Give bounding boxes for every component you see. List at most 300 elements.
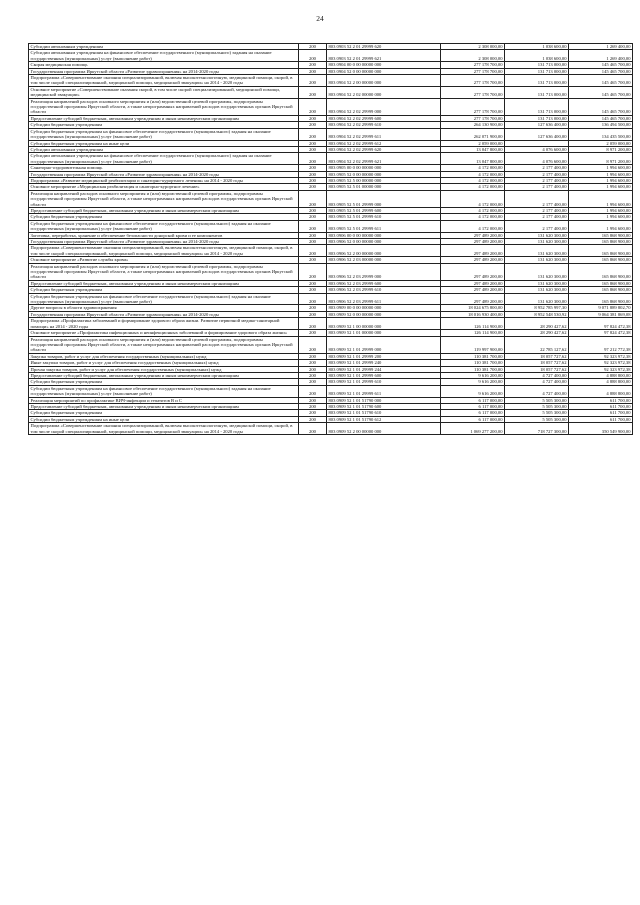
row-name: Основное мероприятие «Совершенствование оказания скорой, в том числе скорой специализированной, медицинской помощи, медицинской эвакуации» xyxy=(29,86,299,98)
row-name: Субсидии автономным учреждениям xyxy=(29,146,299,152)
row-amount-regional: 1 994 600,00 xyxy=(569,214,633,220)
row-amount-regional: 92 323 972,38 xyxy=(569,353,633,359)
row-amount-total: 4 172 000,00 xyxy=(441,207,505,213)
row-admin-code: 200 xyxy=(299,239,327,245)
row-name: Заготовка, переработка, хранение и обеспечение безопасности донорской крови и ее компонентов xyxy=(29,232,299,238)
row-amount-regional: 1 994 600,00 xyxy=(569,190,633,207)
row-name: Субсидии бюджетным учреждениям на финансовое обеспечение государственного (муниципального) задания на оказание государственных (муниципальных) услуг (выполнение работ) xyxy=(29,293,299,305)
row-amount-regional: 1 269 400,00 xyxy=(569,50,633,62)
row-name: Реализация мероприятий по профилактике ВИЧ-инфекции и гепатитов В и С xyxy=(29,397,299,403)
row-admin-code: 200 xyxy=(299,263,327,280)
row-classification-code: 803 0909 52 1 01 29999 600 xyxy=(327,372,441,378)
row-name: Субсидии бюджетным учреждениям на финансовое обеспечение государственного (муниципального) задания на оказание государственных (муниципальных) услуг (выполнение работ) xyxy=(29,220,299,232)
row-amount-total: 4 172 000,00 xyxy=(441,214,505,220)
row-admin-code: 200 xyxy=(299,177,327,183)
row-amount-regional: 9 071 889 802,70 xyxy=(569,305,633,311)
row-amount-total: 13 047 800,00 xyxy=(441,153,505,165)
row-amount-federal: 5 505 300,00 xyxy=(505,397,569,403)
table-row xyxy=(29,293,633,305)
row-amount-federal: 18 057 727,62 xyxy=(505,366,569,372)
row-name: Реализация направлений расходов основного мероприятия и (или) ведомственной целевой программы, подпрограммы государственной программы Иркутской области, а также непрограммных направлений расходов государственных органов Иркутской области xyxy=(29,336,299,353)
table-row xyxy=(29,257,633,263)
row-amount-regional: 92 323 972,38 xyxy=(569,360,633,366)
row-amount-federal: 131 620 300,00 xyxy=(505,239,569,245)
row-admin-code: 200 xyxy=(299,190,327,207)
row-name: Предоставление субсидий бюджетным, автономным учреждениям и иным некоммерческим организациям xyxy=(29,372,299,378)
table-row xyxy=(29,50,633,62)
row-amount-regional: 8 971 200,00 xyxy=(569,146,633,152)
row-amount-total: 4 172 000,00 xyxy=(441,165,505,171)
row-name: Санаторно-оздоровительная помощь xyxy=(29,165,299,171)
table-row xyxy=(29,360,633,366)
table-row xyxy=(29,75,633,87)
row-name: Закупка товаров, работ и услуг для обеспечения государственных (муниципальных) нужд xyxy=(29,353,299,359)
row-amount-federal: 131 620 300,00 xyxy=(505,293,569,305)
row-amount-total: 119 997 900,00 xyxy=(441,336,505,353)
row-name: Иные закупки товаров, работ и услуг для обеспечения государственных (муниципальных) нужд xyxy=(29,360,299,366)
row-admin-code: 200 xyxy=(299,318,327,330)
row-classification-code: 803 0905 00 0 00 00000 000 xyxy=(327,165,441,171)
row-name: Субсидии автономным учреждениям на финансовое обеспечение государственного (муниципального) задания на оказание государственных (муниципальных) услуг (выполнение работ) xyxy=(29,50,299,62)
table-row xyxy=(29,220,633,232)
row-name: Субсидии бюджетным учреждениям на финансовое обеспечение государственного (муниципального) задания на оказание государственных (муниципальных) услуг (выполнение работ) xyxy=(29,128,299,140)
row-classification-code: 803 0905 52 5 01 29999 600 xyxy=(327,207,441,213)
row-amount-federal: 4 727 400,00 xyxy=(505,372,569,378)
row-admin-code: 200 xyxy=(299,122,327,128)
row-classification-code: 803 0904 52 2 02 00000 000 xyxy=(327,86,441,98)
row-classification-code: 803 0909 52 1 01 51790 000 xyxy=(327,397,441,403)
row-classification-code: 803 0903 52 2 01 29999 621 xyxy=(327,50,441,62)
row-admin-code: 200 xyxy=(299,353,327,359)
row-name: Реализация направлений расходов основного мероприятия и (или) ведомственной целевой программы, подпрограммы государственной программы Иркутской области, а также непрограммных направлений расходов государственных органов Иркутской области xyxy=(29,190,299,207)
row-amount-total: 18 016 930 400,00 xyxy=(441,311,505,317)
row-amount-regional: 145 465 700,00 xyxy=(569,115,633,121)
row-admin-code: 200 xyxy=(299,232,327,238)
table-row xyxy=(29,353,633,359)
row-amount-regional: 165 868 900,00 xyxy=(569,239,633,245)
row-amount-regional: 97 824 472,38 xyxy=(569,318,633,330)
row-name: Подпрограмма «Развитие медицинской реабилитации и санаторно-курортного лечения» на 2014 - 2020 годы xyxy=(29,177,299,183)
row-amount-federal: 131 713 000,00 xyxy=(505,68,569,74)
row-amount-federal: 2 177 400,00 xyxy=(505,171,569,177)
row-amount-federal: 5 505 300,00 xyxy=(505,403,569,409)
row-admin-code: 200 xyxy=(299,171,327,177)
row-name: Другие вопросы в области здравоохранения xyxy=(29,305,299,311)
row-classification-code: 803 0906 52 2 03 29999 611 xyxy=(327,293,441,305)
row-amount-federal: 131 713 000,00 xyxy=(505,75,569,87)
row-admin-code: 200 xyxy=(299,385,327,397)
row-amount-total: 9 616 200,00 xyxy=(441,379,505,385)
row-amount-total: 13 047 800,00 xyxy=(441,146,505,152)
row-amount-federal: 131 620 300,00 xyxy=(505,280,569,286)
row-classification-code: 803 0904 52 2 02 29999 610 xyxy=(327,122,441,128)
row-admin-code: 200 xyxy=(299,280,327,286)
table-row xyxy=(29,397,633,403)
row-amount-regional: 145 465 700,00 xyxy=(569,98,633,115)
row-name: Подпрограмма «Совершенствование оказания специализированной, включая высокотехнологичную, медицинской помощи, скорой, в том числе скорой специализированной, медицинской помощи, медицинской эвакуации» на 2014 - 2020 годы xyxy=(29,423,299,435)
row-name: Предоставление субсидий бюджетным, автономным учреждениям и иным некоммерческим организациям xyxy=(29,207,299,213)
row-admin-code: 200 xyxy=(299,62,327,68)
row-classification-code: 803 0905 52 5 01 29999 611 xyxy=(327,220,441,232)
row-amount-federal: 127 636 400,00 xyxy=(505,128,569,140)
row-amount-regional: 1 994 600,00 xyxy=(569,220,633,232)
row-amount-federal: 22 785 127,62 xyxy=(505,336,569,353)
table-row xyxy=(29,177,633,183)
row-classification-code: 803 0904 52 2 02 29999 612 xyxy=(327,140,441,146)
row-name: Субсидии бюджетным учреждениям xyxy=(29,214,299,220)
row-amount-total: 1 069 277 200,00 xyxy=(441,423,505,435)
row-classification-code: 803 0909 52 1 01 00000 000 xyxy=(327,330,441,336)
row-amount-total: 4 172 000,00 xyxy=(441,171,505,177)
row-name: Субсидии бюджетным учреждениям xyxy=(29,379,299,385)
row-name: Субсидии бюджетным учреждениям на финансовое обеспечение государственного (муниципального) задания на оказание государственных (муниципальных) услуг (выполнение работ) xyxy=(29,385,299,397)
table-row xyxy=(29,366,633,372)
row-amount-total: 6 117 000,00 xyxy=(441,416,505,422)
row-amount-regional: 4 888 800,00 xyxy=(569,385,633,397)
page-number: 24 xyxy=(316,14,324,23)
row-classification-code: 803 0904 52 2 02 29999 620 xyxy=(327,146,441,152)
row-name: Государственная программа Иркутской области «Развитие здравоохранения» на 2014-2020 годы xyxy=(29,239,299,245)
row-admin-code: 200 xyxy=(299,68,327,74)
table-row xyxy=(29,403,633,409)
row-amount-total: 9 616 200,00 xyxy=(441,372,505,378)
row-admin-code: 200 xyxy=(299,372,327,378)
row-amount-total: 297 489 200,00 xyxy=(441,280,505,286)
row-amount-federal: 2 177 400,00 xyxy=(505,190,569,207)
row-name: Реализация направлений расходов основного мероприятия и (или) ведомственной целевой программы, подпрограммы государственной программы Иркутской области, а также непрограммных направлений расходов государственных органов Иркутской области xyxy=(29,98,299,115)
table-row xyxy=(29,416,633,422)
row-admin-code: 200 xyxy=(299,336,327,353)
row-classification-code: 803 0909 52 1 01 29999 244 xyxy=(327,366,441,372)
row-amount-total: 262 071 900,00 xyxy=(441,128,505,140)
row-amount-federal: 28 290 427,62 xyxy=(505,330,569,336)
table-row xyxy=(29,207,633,213)
row-name: Субсидии бюджетным учреждениям на иные цели xyxy=(29,416,299,422)
row-name: Предоставление субсидий бюджетным, автономным учреждениям и иным некоммерческим организациям xyxy=(29,403,299,409)
table-row xyxy=(29,330,633,336)
row-admin-code: 200 xyxy=(299,397,327,403)
row-classification-code: 803 0904 52 2 02 29999 611 xyxy=(327,128,441,140)
table-row xyxy=(29,190,633,207)
row-amount-total: 297 489 200,00 xyxy=(441,263,505,280)
table-row xyxy=(29,245,633,257)
row-classification-code: 803 0909 52 2 00 00000 000 xyxy=(327,423,441,435)
row-admin-code: 200 xyxy=(299,115,327,121)
row-amount-total: 297 489 200,00 xyxy=(441,239,505,245)
row-amount-regional: 97 824 472,38 xyxy=(569,330,633,336)
row-amount-total: 9 616 200,00 xyxy=(441,385,505,397)
row-amount-federal: 2 177 400,00 xyxy=(505,214,569,220)
row-amount-total: 2 308 000,00 xyxy=(441,44,505,50)
row-amount-total: 2 308 000,00 xyxy=(441,50,505,62)
row-admin-code: 200 xyxy=(299,305,327,311)
row-classification-code: 803 0904 52 2 02 29999 600 xyxy=(327,115,441,121)
row-amount-regional: 165 868 900,00 xyxy=(569,263,633,280)
row-admin-code: 200 xyxy=(299,379,327,385)
row-amount-federal: 131 713 000,00 xyxy=(505,115,569,121)
table-row xyxy=(29,423,633,435)
row-amount-total: 4 172 000,00 xyxy=(441,220,505,232)
row-amount-federal: 131 713 000,00 xyxy=(505,86,569,98)
table-row xyxy=(29,153,633,165)
row-amount-regional: 165 868 900,00 xyxy=(569,293,633,305)
row-classification-code: 803 0903 52 2 01 29999 620 xyxy=(327,44,441,50)
table-row xyxy=(29,232,633,238)
row-admin-code: 200 xyxy=(299,311,327,317)
row-name: Прочая закупка товаров, работ и услуг для обеспечения государственных (муниципальных) нужд xyxy=(29,366,299,372)
table-row xyxy=(29,311,633,317)
row-amount-federal: 8 952 785 997,30 xyxy=(505,305,569,311)
row-amount-federal: 8 952 548 530,92 xyxy=(505,311,569,317)
row-amount-regional: 8 971 200,00 xyxy=(569,153,633,165)
row-amount-federal: 28 290 427,62 xyxy=(505,318,569,330)
row-amount-total: 6 117 000,00 xyxy=(441,397,505,403)
row-classification-code: 803 0905 52 5 01 29999 610 xyxy=(327,214,441,220)
row-amount-federal: 718 727 300,00 xyxy=(505,423,569,435)
row-amount-federal: 4 727 400,00 xyxy=(505,379,569,385)
row-amount-federal: 18 057 727,62 xyxy=(505,353,569,359)
row-admin-code: 200 xyxy=(299,416,327,422)
row-classification-code: 803 0905 52 5 01 00000 000 xyxy=(327,184,441,190)
row-amount-total: 264 130 900,00 xyxy=(441,122,505,128)
row-name: Подпрограмма «Совершенствование оказания специализированной, включая высокотехнологичную, медицинской помощи, скорой, в том числе скорой специализированной, медицинской помощи, медицинской эвакуации» на 2014 - 2020 годы xyxy=(29,245,299,257)
row-amount-federal: 4 076 600,00 xyxy=(505,146,569,152)
row-admin-code: 200 xyxy=(299,50,327,62)
row-name: Скорая медицинская помощь xyxy=(29,62,299,68)
table-row xyxy=(29,372,633,378)
table-row xyxy=(29,239,633,245)
row-amount-federal: 4 076 600,00 xyxy=(505,153,569,165)
row-amount-total: 297 489 200,00 xyxy=(441,257,505,263)
row-amount-total: 110 381 700,00 xyxy=(441,366,505,372)
row-classification-code: 803 0906 52 2 03 29999 600 xyxy=(327,280,441,286)
row-classification-code: 803 0906 52 2 03 29999 610 xyxy=(327,287,441,293)
row-classification-code: 803 0904 52 2 02 29999 621 xyxy=(327,153,441,165)
row-amount-total: 4 172 000,00 xyxy=(441,184,505,190)
row-amount-total: 110 381 700,00 xyxy=(441,360,505,366)
row-amount-regional: 136 494 500,00 xyxy=(569,122,633,128)
row-name: Государственная программа Иркутской области «Развитие здравоохранения» на 2014-2020 годы xyxy=(29,311,299,317)
table-row xyxy=(29,318,633,330)
row-amount-regional: 145 465 700,00 xyxy=(569,75,633,87)
row-amount-regional: 4 888 800,00 xyxy=(569,372,633,378)
row-classification-code: 803 0909 52 1 01 29999 610 xyxy=(327,379,441,385)
row-classification-code: 803 0904 52 2 00 00000 000 xyxy=(327,75,441,87)
row-admin-code: 200 xyxy=(299,140,327,146)
row-name: Субсидии бюджетным учреждениям на иные цели xyxy=(29,140,299,146)
row-amount-federal: 1 038 600,00 xyxy=(505,50,569,62)
table-row xyxy=(29,68,633,74)
row-amount-total: 277 178 700,00 xyxy=(441,68,505,74)
row-amount-regional: 165 868 900,00 xyxy=(569,287,633,293)
row-classification-code: 803 0909 52 1 01 29999 200 xyxy=(327,353,441,359)
row-amount-total: 277 178 700,00 xyxy=(441,115,505,121)
row-amount-regional: 1 994 600,00 xyxy=(569,171,633,177)
row-amount-regional: 145 465 700,00 xyxy=(569,68,633,74)
row-amount-regional: 92 323 972,38 xyxy=(569,366,633,372)
row-amount-federal: 2 177 400,00 xyxy=(505,165,569,171)
row-admin-code: 200 xyxy=(299,214,327,220)
row-amount-total: 297 489 200,00 xyxy=(441,232,505,238)
table-row xyxy=(29,171,633,177)
row-admin-code: 200 xyxy=(299,146,327,152)
row-amount-federal: 5 505 300,00 xyxy=(505,410,569,416)
row-admin-code: 200 xyxy=(299,257,327,263)
row-amount-regional: 350 549 900,00 xyxy=(569,423,633,435)
row-name: Предоставление субсидий бюджетным, автономным учреждениям и иным некоммерческим организациям xyxy=(29,115,299,121)
row-classification-code: 803 0909 52 1 01 29999 611 xyxy=(327,385,441,397)
row-amount-regional: 1 994 600,00 xyxy=(569,184,633,190)
row-amount-regional: 1 994 600,00 xyxy=(569,177,633,183)
row-classification-code: 803 0909 52 1 01 51790 600 xyxy=(327,403,441,409)
row-admin-code: 200 xyxy=(299,403,327,409)
row-admin-code: 200 xyxy=(299,330,327,336)
row-classification-code: 803 0909 52 1 01 51790 610 xyxy=(327,410,441,416)
row-admin-code: 200 xyxy=(299,128,327,140)
row-name: Субсидии бюджетным учреждениям xyxy=(29,410,299,416)
row-amount-total: 297 489 200,00 xyxy=(441,293,505,305)
row-admin-code: 200 xyxy=(299,423,327,435)
row-amount-regional: 165 868 900,00 xyxy=(569,257,633,263)
row-amount-total: 4 172 000,00 xyxy=(441,190,505,207)
row-amount-total: 277 178 700,00 xyxy=(441,86,505,98)
row-name: Субсидии автономным учреждениям на финансовое обеспечение государственного (муниципального) задания на оказание государственных (муниципальных) услуг (выполнение работ) xyxy=(29,153,299,165)
row-amount-regional: 1 269 400,00 xyxy=(569,44,633,50)
row-classification-code: 803 0909 52 1 01 29999 240 xyxy=(327,360,441,366)
row-name: Реализация направлений расходов основного мероприятия и (или) ведомственной целевой программы, подпрограммы государственной программы Иркутской области, а также непрограммных направлений расходов государственных органов Иркутской области xyxy=(29,263,299,280)
row-amount-federal: 1 038 600,00 xyxy=(505,44,569,50)
row-amount-federal: 131 620 300,00 xyxy=(505,257,569,263)
row-amount-federal: 2 177 400,00 xyxy=(505,184,569,190)
row-admin-code: 200 xyxy=(299,360,327,366)
row-amount-federal: 131 620 300,00 xyxy=(505,263,569,280)
table-row xyxy=(29,184,633,190)
row-admin-code: 200 xyxy=(299,165,327,171)
row-amount-regional: 2 059 000,00 xyxy=(569,140,633,146)
row-classification-code: 803 0905 52 5 01 29999 000 xyxy=(327,190,441,207)
row-amount-total: 297 489 200,00 xyxy=(441,287,505,293)
row-name: Подпрограмма «Профилактика заболеваний и формирование здорового образа жизни. Развитие первичной медико-санитарной помощи» на 2014 - 2020 годы xyxy=(29,318,299,330)
table-row xyxy=(29,86,633,98)
row-name: Субсидии автономным учреждениям xyxy=(29,44,299,50)
row-classification-code: 803 0906 52 2 03 29999 000 xyxy=(327,263,441,280)
row-amount-regional: 165 868 900,00 xyxy=(569,280,633,286)
table-body xyxy=(29,44,633,435)
table-row xyxy=(29,98,633,115)
row-amount-federal: 131 713 000,00 xyxy=(505,62,569,68)
row-name: Подпрограмма «Совершенствование оказания специализированной, включая высокотехнологичную, медицинской помощи, скорой, в том числе скорой специализированной, медицинской помощи, медицинской эвакуации» на 2014 - 2020 годы xyxy=(29,75,299,87)
row-amount-regional: 145 465 700,00 xyxy=(569,62,633,68)
row-name: Субсидии бюджетным учреждениям xyxy=(29,287,299,293)
row-admin-code: 200 xyxy=(299,153,327,165)
row-amount-regional: 4 888 800,00 xyxy=(569,379,633,385)
row-classification-code: 803 0906 52 0 00 00000 000 xyxy=(327,239,441,245)
row-classification-code: 803 0906 52 2 00 00000 000 xyxy=(327,245,441,257)
row-amount-federal: 131 620 300,00 xyxy=(505,287,569,293)
row-amount-regional: 165 868 900,00 xyxy=(569,245,633,257)
row-amount-regional: 611 700,00 xyxy=(569,416,633,422)
row-classification-code: 803 0904 00 0 00 00000 000 xyxy=(327,62,441,68)
row-amount-federal: 5 505 300,00 xyxy=(505,416,569,422)
row-amount-federal: 131 620 300,00 xyxy=(505,232,569,238)
row-amount-regional: 611 700,00 xyxy=(569,403,633,409)
row-classification-code: 803 0905 52 5 00 00000 000 xyxy=(327,177,441,183)
row-amount-regional: 134 435 500,00 xyxy=(569,128,633,140)
row-amount-federal: 131 620 300,00 xyxy=(505,245,569,257)
row-amount-federal: 4 727 400,00 xyxy=(505,385,569,397)
row-classification-code: 803 0909 52 1 00 00000 000 xyxy=(327,318,441,330)
budget-table xyxy=(28,43,633,435)
row-admin-code: 200 xyxy=(299,293,327,305)
row-admin-code: 200 xyxy=(299,207,327,213)
row-classification-code: 803 0909 52 0 00 00000 000 xyxy=(327,311,441,317)
row-amount-regional: 9 064 381 869,08 xyxy=(569,311,633,317)
row-amount-federal: 2 177 400,00 xyxy=(505,177,569,183)
row-name: Государственная программа Иркутской области «Развитие здравоохранения» на 2014-2020 годы xyxy=(29,171,299,177)
row-amount-federal: 2 177 400,00 xyxy=(505,220,569,232)
row-amount-regional: 1 994 600,00 xyxy=(569,165,633,171)
row-name: Основное мероприятие «Профилактика инфекционных и неинфекционных заболеваний и формирование здорового образа жизни» xyxy=(29,330,299,336)
row-amount-regional: 611 700,00 xyxy=(569,410,633,416)
row-classification-code: 803 0906 52 2 03 00000 000 xyxy=(327,257,441,263)
row-amount-total: 6 117 000,00 xyxy=(441,410,505,416)
table-row xyxy=(29,128,633,140)
row-amount-total: 297 489 200,00 xyxy=(441,245,505,257)
row-amount-regional: 165 868 900,00 xyxy=(569,232,633,238)
row-amount-total: 110 381 700,00 xyxy=(441,353,505,359)
row-amount-regional: 1 994 600,00 xyxy=(569,207,633,213)
row-amount-federal: 127 636 400,00 xyxy=(505,122,569,128)
table-row xyxy=(29,280,633,286)
row-admin-code: 200 xyxy=(299,366,327,372)
row-amount-total: 2 059 000,00 xyxy=(441,140,505,146)
row-classification-code: 803 0904 52 0 00 00000 000 xyxy=(327,68,441,74)
row-admin-code: 200 xyxy=(299,184,327,190)
row-name: Субсидии бюджетным учреждениям xyxy=(29,122,299,128)
row-classification-code: 803 0909 00 0 00 00000 000 xyxy=(327,305,441,311)
row-amount-total: 4 172 000,00 xyxy=(441,177,505,183)
row-amount-federal: 2 177 400,00 xyxy=(505,207,569,213)
row-amount-federal: 131 713 000,00 xyxy=(505,98,569,115)
row-classification-code: 803 0906 00 0 00 00000 000 xyxy=(327,232,441,238)
row-name: Основное мероприятие «Развитие службы крови» xyxy=(29,257,299,263)
table-row xyxy=(29,385,633,397)
row-admin-code: 200 xyxy=(299,75,327,87)
row-classification-code: 803 0905 52 0 00 00000 000 xyxy=(327,171,441,177)
row-amount-total: 18 024 675 800,00 xyxy=(441,305,505,311)
row-classification-code: 803 0904 52 2 02 29999 000 xyxy=(327,98,441,115)
row-name: Предоставление субсидий бюджетным, автономным учреждениям и иным некоммерческим организациям xyxy=(29,280,299,286)
row-name: Основное мероприятие «Медицинская реабилитация и санаторно-курортное лечение» xyxy=(29,184,299,190)
row-amount-total: 277 178 700,00 xyxy=(441,75,505,87)
row-classification-code: 803 0909 52 1 01 29999 000 xyxy=(327,336,441,353)
row-amount-federal: 18 057 727,62 xyxy=(505,360,569,366)
row-admin-code: 200 xyxy=(299,245,327,257)
table-row xyxy=(29,115,633,121)
row-admin-code: 200 xyxy=(299,287,327,293)
row-admin-code: 200 xyxy=(299,98,327,115)
row-admin-code: 200 xyxy=(299,410,327,416)
row-admin-code: 200 xyxy=(299,86,327,98)
row-amount-regional: 145 465 700,00 xyxy=(569,86,633,98)
row-amount-regional: 611 700,00 xyxy=(569,397,633,403)
row-amount-total: 126 114 900,00 xyxy=(441,330,505,336)
row-admin-code: 200 xyxy=(299,220,327,232)
table-row xyxy=(29,336,633,353)
row-classification-code: 803 0909 52 1 01 51790 612 xyxy=(327,416,441,422)
row-amount-regional: 97 212 772,38 xyxy=(569,336,633,353)
row-amount-total: 6 117 000,00 xyxy=(441,403,505,409)
